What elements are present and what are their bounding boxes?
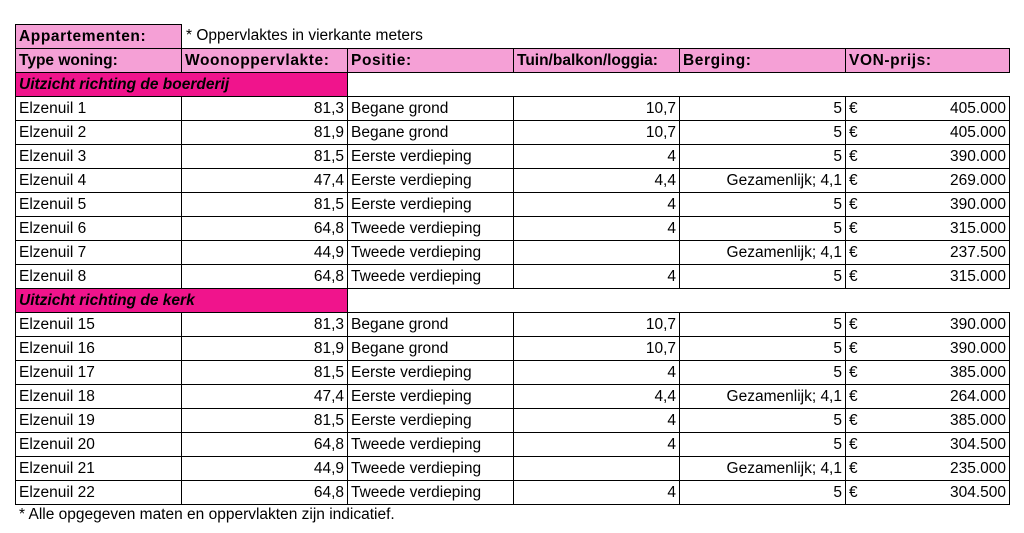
cell-type: Elzenuil 16 (16, 337, 182, 361)
cell-price (846, 337, 1010, 361)
cell-price (846, 313, 1010, 337)
currency-symbol: € (849, 459, 858, 477)
price-amount: 385.000 (949, 411, 1006, 429)
table-row (16, 313, 1010, 337)
currency-symbol: € (849, 363, 858, 381)
cell-storage: 5 (680, 97, 846, 121)
price-amount: 405.000 (949, 123, 1006, 141)
cell-area: 81,5 (182, 361, 348, 385)
cell-position: Begane grond (348, 313, 514, 337)
cell-storage: 5 (680, 481, 846, 505)
cell-storage: 5 (680, 337, 846, 361)
cell-garden: 4 (514, 265, 680, 289)
cell-garden: 4 (514, 361, 680, 385)
header-garden: Tuin/balkon/loggia: (514, 49, 680, 73)
cell-price (846, 241, 1010, 265)
price-wrap (849, 314, 1006, 336)
price-wrap (849, 482, 1006, 504)
header-price: VON-prijs: (846, 49, 1010, 73)
cell-storage: Gezamenlijk; 4,1 (680, 169, 846, 193)
cell-garden: 4,4 (514, 169, 680, 193)
title-label: Appartementen: (16, 25, 182, 49)
currency-symbol: € (849, 99, 858, 117)
price-amount: 237.500 (949, 243, 1006, 261)
cell-position: Tweede verdieping (348, 433, 514, 457)
cell-type: Elzenuil 3 (16, 145, 182, 169)
price-wrap (849, 434, 1006, 456)
cell-storage: 5 (680, 313, 846, 337)
price-wrap (849, 386, 1006, 408)
cell-price (846, 385, 1010, 409)
cell-price (846, 145, 1010, 169)
currency-symbol: € (849, 123, 858, 141)
table-body (16, 25, 1010, 505)
currency-symbol: € (849, 435, 858, 453)
table-row (16, 337, 1010, 361)
cell-storage: 5 (680, 361, 846, 385)
units-note: * Oppervlaktes in vierkante meters (186, 27, 423, 45)
cell-garden: 10,7 (514, 121, 680, 145)
currency-symbol: € (849, 219, 858, 237)
cell-garden: 10,7 (514, 337, 680, 361)
price-amount: 390.000 (949, 315, 1006, 333)
cell-position: Begane grond (348, 97, 514, 121)
currency-symbol: € (849, 195, 858, 213)
table-row (16, 433, 1010, 457)
cell-type: Elzenuil 8 (16, 265, 182, 289)
cell-price (846, 97, 1010, 121)
price-amount: 385.000 (949, 363, 1006, 381)
cell-garden: 4 (514, 409, 680, 433)
cell-area: 47,4 (182, 169, 348, 193)
currency-symbol: € (849, 267, 858, 285)
cell-type: Elzenuil 7 (16, 241, 182, 265)
price-wrap (849, 362, 1006, 384)
cell-garden: 4 (514, 481, 680, 505)
table-row (16, 457, 1010, 481)
price-amount: 304.500 (949, 435, 1006, 453)
cell-type: Elzenuil 17 (16, 361, 182, 385)
cell-storage: 5 (680, 145, 846, 169)
section-title: Uitzicht richting de boerderij (16, 73, 348, 97)
cell-position: Tweede verdieping (348, 217, 514, 241)
price-wrap (849, 410, 1006, 432)
table-row (16, 241, 1010, 265)
footnote: * Alle opgegeven maten en oppervlakten zijn indicatief. (19, 506, 395, 523)
cell-position: Tweede verdieping (348, 457, 514, 481)
header-storage: Berging: (680, 49, 846, 73)
price-amount: 269.000 (949, 171, 1006, 189)
currency-symbol: € (849, 483, 858, 501)
price-wrap (849, 194, 1006, 216)
price-wrap (849, 242, 1006, 264)
cell-price (846, 409, 1010, 433)
cell-storage: 5 (680, 409, 846, 433)
table-row (16, 217, 1010, 241)
table-row (16, 97, 1010, 121)
price-amount: 304.500 (949, 483, 1006, 501)
header-position: Positie: (348, 49, 514, 73)
cell-garden (514, 457, 680, 481)
cell-price (846, 481, 1010, 505)
cell-area: 81,9 (182, 121, 348, 145)
price-amount: 315.000 (949, 219, 1006, 237)
cell-storage: Gezamenlijk; 4,1 (680, 385, 846, 409)
price-wrap (849, 170, 1006, 192)
cell-storage: 5 (680, 433, 846, 457)
cell-garden: 4 (514, 217, 680, 241)
cell-position: Tweede verdieping (348, 265, 514, 289)
cell-garden: 4 (514, 433, 680, 457)
table-row (16, 169, 1010, 193)
currency-symbol: € (849, 387, 858, 405)
price-wrap (849, 218, 1006, 240)
cell-storage: Gezamenlijk; 4,1 (680, 457, 846, 481)
cell-type: Elzenuil 20 (16, 433, 182, 457)
cell-position: Begane grond (348, 121, 514, 145)
header-area: Woonoppervlakte: (182, 49, 348, 73)
currency-symbol: € (849, 315, 858, 333)
price-amount: 390.000 (949, 195, 1006, 213)
cell-garden: 4,4 (514, 385, 680, 409)
cell-garden: 4 (514, 145, 680, 169)
cell-position: Tweede verdieping (348, 241, 514, 265)
cell-position: Eerste verdieping (348, 193, 514, 217)
cell-area: 47,4 (182, 385, 348, 409)
cell-price (846, 457, 1010, 481)
price-wrap (849, 458, 1006, 480)
cell-storage: 5 (680, 265, 846, 289)
cell-type: Elzenuil 22 (16, 481, 182, 505)
cell-price (846, 265, 1010, 289)
section-title: Uitzicht richting de kerk (16, 289, 348, 313)
cell-area: 81,3 (182, 313, 348, 337)
section-header-row (16, 289, 1010, 313)
section-spacer (348, 289, 1010, 313)
cell-garden: 10,7 (514, 97, 680, 121)
cell-position: Tweede verdieping (348, 481, 514, 505)
table-row (16, 385, 1010, 409)
cell-type: Elzenuil 19 (16, 409, 182, 433)
cell-position: Eerste verdieping (348, 169, 514, 193)
cell-type: Elzenuil 6 (16, 217, 182, 241)
table-row (16, 409, 1010, 433)
table-row (16, 121, 1010, 145)
cell-storage: Gezamenlijk; 4,1 (680, 241, 846, 265)
header-type: Type woning: (16, 49, 182, 73)
price-wrap (849, 146, 1006, 168)
cell-area: 44,9 (182, 241, 348, 265)
cell-area: 81,5 (182, 409, 348, 433)
cell-storage: 5 (680, 217, 846, 241)
currency-symbol: € (849, 339, 858, 357)
title-row (16, 25, 1010, 49)
cell-type: Elzenuil 21 (16, 457, 182, 481)
cell-position: Begane grond (348, 337, 514, 361)
cell-price (846, 361, 1010, 385)
cell-position: Eerste verdieping (348, 145, 514, 169)
cell-price (846, 193, 1010, 217)
price-amount: 315.000 (949, 267, 1006, 285)
currency-symbol: € (849, 147, 858, 165)
cell-area: 81,5 (182, 145, 348, 169)
price-amount: 235.000 (949, 459, 1006, 477)
price-amount: 405.000 (949, 99, 1006, 117)
table-row (16, 265, 1010, 289)
cell-area: 64,8 (182, 217, 348, 241)
section-header-row (16, 73, 1010, 97)
cell-price (846, 217, 1010, 241)
price-amount: 390.000 (949, 147, 1006, 165)
cell-area: 64,8 (182, 481, 348, 505)
price-wrap (849, 338, 1006, 360)
currency-symbol: € (849, 171, 858, 189)
cell-type: Elzenuil 5 (16, 193, 182, 217)
section-spacer (348, 73, 1010, 97)
cell-area: 81,3 (182, 97, 348, 121)
table-row (16, 361, 1010, 385)
cell-garden: 4 (514, 193, 680, 217)
cell-area: 64,8 (182, 265, 348, 289)
cell-type: Elzenuil 2 (16, 121, 182, 145)
table-row (16, 145, 1010, 169)
cell-garden: 10,7 (514, 313, 680, 337)
header-row (16, 49, 1010, 73)
price-wrap (849, 122, 1006, 144)
price-wrap (849, 266, 1006, 288)
price-amount: 264.000 (949, 387, 1006, 405)
table-row (16, 193, 1010, 217)
cell-area: 44,9 (182, 457, 348, 481)
price-amount: 390.000 (949, 339, 1006, 357)
cell-area: 81,9 (182, 337, 348, 361)
cell-price (846, 169, 1010, 193)
cell-position: Eerste verdieping (348, 409, 514, 433)
apartments-table (15, 24, 1010, 505)
cell-storage: 5 (680, 193, 846, 217)
cell-position: Eerste verdieping (348, 385, 514, 409)
price-wrap (849, 98, 1006, 120)
cell-type: Elzenuil 1 (16, 97, 182, 121)
cell-price (846, 433, 1010, 457)
cell-type: Elzenuil 4 (16, 169, 182, 193)
cell-area: 81,5 (182, 193, 348, 217)
cell-garden (514, 241, 680, 265)
cell-type: Elzenuil 18 (16, 385, 182, 409)
cell-price (846, 121, 1010, 145)
currency-symbol: € (849, 411, 858, 429)
currency-symbol: € (849, 243, 858, 261)
cell-type: Elzenuil 15 (16, 313, 182, 337)
cell-storage: 5 (680, 121, 846, 145)
table-row (16, 481, 1010, 505)
cell-position: Eerste verdieping (348, 361, 514, 385)
cell-area: 64,8 (182, 433, 348, 457)
